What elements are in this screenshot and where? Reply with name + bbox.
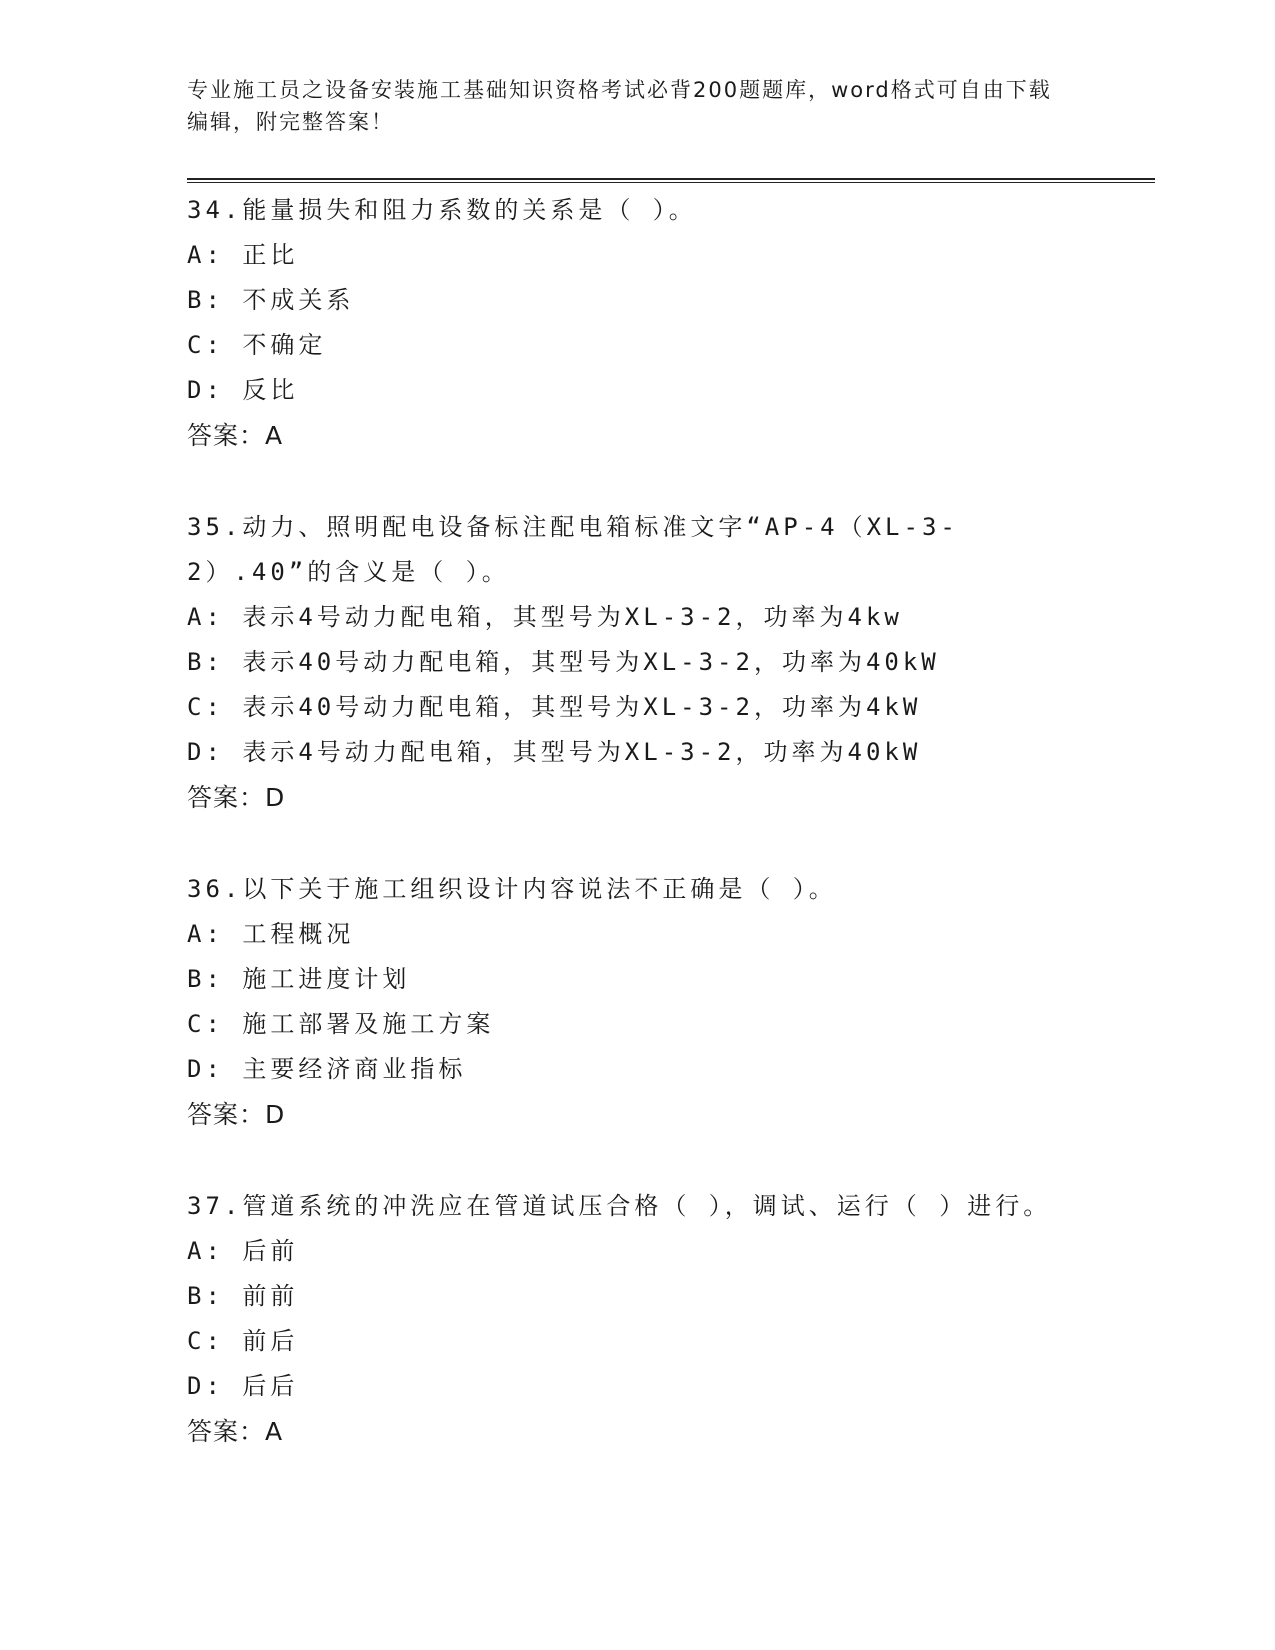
option-b: B: 前前 [187,1282,299,1310]
answer-label: 答案：D [187,1100,286,1129]
question-37 [187,1184,1087,1454]
option-a: A: 正比 [187,241,299,269]
option-b: B: 表示40号动力配电箱，其型号为XL-3-2，功率为40kW [187,648,940,676]
option-c: C: 前后 [187,1327,299,1355]
answer-label: 答案：A [187,421,284,450]
option-a: A: 后前 [187,1237,299,1265]
option-c: C: 不确定 [187,331,327,359]
option-d: D: 主要经济商业指标 [187,1055,467,1083]
question-stem: 35.动力、照明配电设备标注配电箱标准文字“AP-4（XL-3-2）.40”的含义是（ ）。 [187,513,959,586]
option-b: B: 施工进度计划 [187,965,411,993]
option-a: A: 工程概况 [187,920,355,948]
option-b: B: 不成关系 [187,286,355,314]
question-35 [187,505,1087,820]
answer-label: 答案：A [187,1417,284,1446]
option-a: A: 表示4号动力配电箱，其型号为XL-3-2，功率为4kw [187,603,903,631]
question-34 [187,188,1087,458]
option-d: D: 反比 [187,376,299,404]
option-c: C: 表示40号动力配电箱，其型号为XL-3-2，功率为4kW [187,693,922,721]
option-d: D: 表示4号动力配电箱，其型号为XL-3-2，功率为40kW [187,738,922,766]
document-header-title: 专业施工员之设备安装施工基础知识资格考试必背200题题库，word格式可自由下载编辑，附完整答案！ [187,78,1052,134]
question-stem: 34.能量损失和阻力系数的关系是（ ）。 [187,196,697,224]
question-36 [187,867,1087,1137]
option-c: C: 施工部署及施工方案 [187,1010,495,1038]
question-stem: 36.以下关于施工组织设计内容说法不正确是（ ）。 [187,875,837,903]
answer-label: 答案：D [187,783,286,812]
question-list [187,188,1087,1454]
option-d: D: 后后 [187,1372,299,1400]
header-divider [187,178,1155,183]
question-stem: 37.管道系统的冲洗应在管道试压合格（ ），调试、运行（ ）进行。 [187,1192,1052,1220]
